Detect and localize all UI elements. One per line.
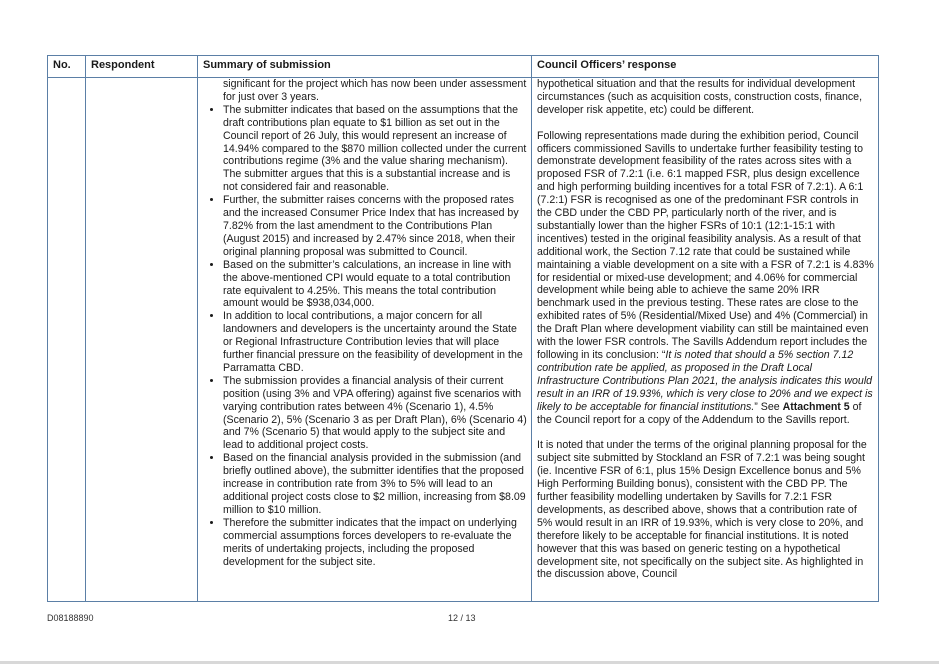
cell-response: [532, 78, 879, 602]
summary-item: • Therefore the submitter indicates that the impact on underlying commercial assumptions forces developers to re-evaluate the merits of undertaking projects, including the proposed development for the subject site.: [223, 517, 527, 569]
response-p2-after: ” See: [754, 400, 783, 413]
summary-item: • Based on the financial analysis provided in the submission (and briefly outlined above), the submitter identifies that the proposed increase in contribution rate from 3% to 5% will lead to an additional project costs close to $2 million, increasing from $8.09 million to $10 million.: [223, 452, 527, 517]
summary-item: • Based on the submitter’s calculations, an increase in line with the above-mentioned CPI would equate to a total contribution rate equivalent to 4.25%. This means the total contribution amount would be $938,034,000.: [223, 259, 527, 311]
table-header-row: [48, 56, 879, 78]
cell-respondent: [86, 78, 198, 602]
header-summary: Summary of submission: [198, 56, 532, 78]
summary-item: • Further, the submitter raises concerns with the proposed rates and the increased Consumer Price Index that has increased by 7.82% from the last amendment to the Contributions Plan (August 2015) and increased by 2.47% since 2018, when their original planning proposal was submitted to Council.: [223, 194, 527, 259]
header-no: No.: [48, 56, 86, 78]
document-id: D08188890: [47, 613, 94, 623]
summary-lead: significant for the project which has now been under assessment for just over 3 years.: [223, 78, 527, 103]
cell-no: [48, 78, 86, 602]
summary-item: • The submitter indicates that based on the assumptions that the draft contributions plan equate to $1 billion as set out in the Council report of 26 July, this would represent an increase of 14.94% compared to the $870 million collected under the current contributions regime (3% and the value sharing mechanism). The submitter argues that this is a substantial increase and is not considered fair and reasonable.: [223, 104, 527, 194]
response-paragraph-1: hypothetical situation and that the results for individual development circumstances (such as acquisition costs, construction costs, finance, developer risk appetite, etc) could be different.: [537, 78, 863, 116]
attachment-reference: Attachment 5: [782, 400, 850, 413]
page-number: 12 / 13: [448, 613, 476, 623]
response-p2-text: Following representations made during the exhibition period, Council officers commissioned Savills to undertake further feasibility testing to demonstrate development feasibility of the rates across sites with a proposed FSR of 7.2:1 (i.e. 6:1 mapped FSR, plus design excellence and high performing building incentives for a total FSR of 7.2:1). A 6:1 (7.2:1) FSR is recognised as one of the predominant FSR controls in the CBD under the CBD PP, particularly north of the river, and is substantially lower than the higher FSRs of 10:1 (12:1-15:1 with incentives) tested in the original feasibility analysis. As a result of that additional work, the Section 7.12 rate that could be sustained while maintaining a viable development on a site with a FSR of 7.2:1 is 4.83% for residential or mixed-use development; and 4.06% for commercial development while being able to achieve the same 20% IRR benchmark used in the previous testing. These rates are close to the exhibited rates of 5% (Residential/Mixed Use) and 4% (Commercial) in the Draft Plan where development viability can still be maintained even with the lower FSR controls. The Savills Addendum report includes the following in its conclusion: “: [537, 129, 874, 362]
cell-summary: [198, 78, 532, 602]
submissions-table: [47, 55, 879, 602]
header-respondent: Respondent: [86, 56, 198, 78]
response-paragraph-2: [537, 130, 874, 427]
header-response: Council Officers’ response: [532, 56, 879, 78]
table-row: [48, 78, 879, 602]
summary-item: • In addition to local contributions, a major concern for all landowners and developers is the uncertainty around the State or Regional Infrastructure Contribution levies that will place further financial pressure on the feasibility of development in the Parramatta CBD.: [223, 310, 527, 375]
summary-list: [203, 78, 527, 568]
response-p2-tail: of the Council report for a copy of the Addendum to the Savills report.: [537, 400, 862, 426]
response-paragraph-3: It is noted that under the terms of the original planning proposal for the subject site submitted by Stockland an FSR of 7.2:1 was being sought (ie. Incentive FSR of 6:1, plus 15% Design Excellence bonus and 5% High Performing Building bonus), consistent with the CBD PP. The further feasibility modelling undertaken by Savills for 7.2:1 FSR developments, as described above, shows that a contribution rate of 5% would result in an IRR of 19.93%, which is very close to 20%, and therefore likely to be acceptable for financial institutions. It is noted however that this was based on generic testing on a hypothetical development site, not specifically on the subject site. As highlighted in the discussion above, Council: [537, 439, 867, 581]
summary-item: • The submission provides a financial analysis of their current position (using 3% and VPA offering) against five scenarios with varying contribution rates between 4% (Scenario 1), 4.5% (Scenario 2), 5% (Scenario 3 as per Draft Plan), 6% (Scenario 4) and 7% (Scenario 5) that would apply to the subject site and lead to additional project costs.: [223, 375, 527, 452]
response-p2-quote: It is noted that should a 5% section 7.12 contribution rate be applied, as proposed in the Draft Local Infrastructure Contributions Plan 2021, the analysis indicates this would result in an IRR of 19.93%, which is very close to 20% and we expect is likely to be acceptable for financial institutions.: [537, 349, 873, 413]
